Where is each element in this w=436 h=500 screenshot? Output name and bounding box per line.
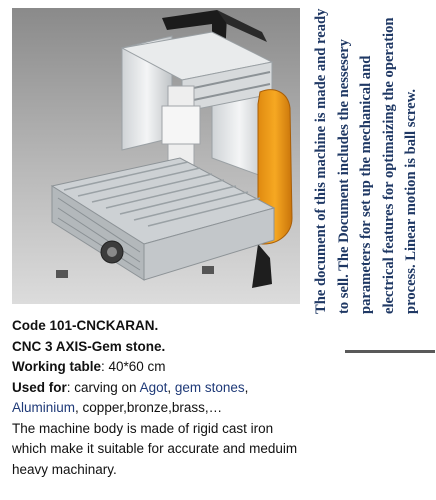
body-line-2: which make it suitable for accurate and meduim: [12, 441, 298, 456]
gem-stones-text: gem stones: [174, 379, 245, 395]
materials-rest: copper,bronze,brass,…: [82, 400, 223, 415]
comma-separator: ,: [167, 379, 175, 395]
comma-separator: ,: [75, 400, 83, 415]
body-line-3: heavy machinary.: [12, 461, 117, 477]
working-table-value: : 40*60 cm: [101, 359, 166, 374]
materials-line: [12, 398, 432, 419]
product-description: [12, 316, 432, 480]
code-line: Code 101-CNCKARAN.: [12, 318, 159, 333]
used-for-label: Used for: [12, 379, 67, 395]
working-table-line: [12, 357, 432, 378]
comma-separator: ,: [244, 379, 249, 395]
used-for-prefix: : carving on: [66, 379, 140, 395]
side-description-vertical: [310, 6, 432, 326]
side-description-text: The document of this machine is made and ready to sell. The Document includes the nessesery parameters for set up the mechanical and electrical features for optimaizing the operation process. Linear motion is ball screw.: [313, 8, 420, 314]
aluminium-text: Aluminium: [12, 400, 76, 415]
used-for-line: [12, 378, 432, 399]
cnc-line: CNC 3 AXIS-Gem stone.: [12, 338, 166, 354]
body-line-1: The machine body is made of rigid cast iron: [12, 420, 274, 436]
working-table-label: Working table: [12, 359, 102, 374]
cnc-machine-photo: [12, 8, 300, 304]
agot-text: Agot: [139, 379, 168, 395]
